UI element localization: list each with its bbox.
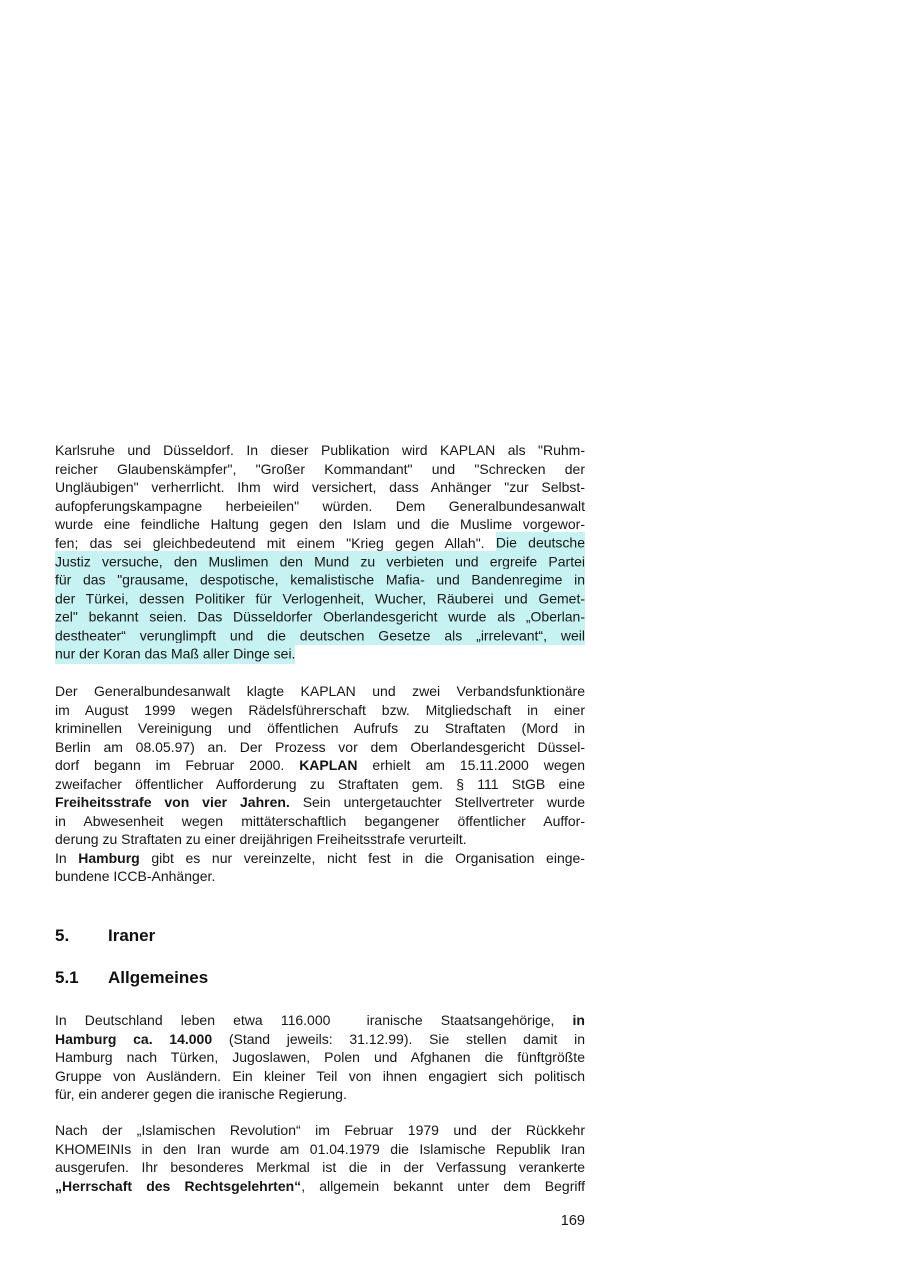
bold-text-run: „Herrschaft des Rechtsgelehrten“: [55, 1177, 302, 1194]
text-run: reicher Glaubenskämpfer", "Großer Kommandant" und "Schrecken der: [55, 460, 585, 477]
text-run: Berlin am 08.05.97) an. Der Prozess vor dem Oberlandesgericht Düssel-: [55, 738, 585, 755]
text-run: kriminellen Vereinigung und öffentlichen Aufrufs zu Straftaten (Mord in: [55, 720, 585, 736]
text-run: aufopferungskampagne herbeieilen" würden. Dem Generalbundesanwalt: [55, 497, 585, 514]
bold-text-run: Hamburg: [78, 849, 140, 866]
text-run: Ungläubigen" verherrlicht. Ihm wird versichert, dass Anhänger "zur Selbst-: [55, 479, 585, 495]
text-line: [55, 441, 585, 460]
text-run: zweifacher öffentlicher Aufforderung zu Straftaten gem. § 111 StGB eine: [55, 775, 585, 792]
text-line: [55, 867, 585, 886]
highlighted-text-run: Justiz versuche, den Muslimen den Mund zu verbieten und ergreife Partei: [55, 551, 585, 571]
text-line: [55, 1030, 585, 1049]
text-run: , allgemein bekannt unter dem Begriff: [301, 1177, 585, 1194]
text-line: [55, 534, 585, 553]
bold-text-run: Freiheitsstrafe von vier Jahren.: [55, 794, 290, 810]
text-line: [55, 793, 585, 812]
text-line: [55, 1177, 585, 1196]
section-title: Allgemeines: [108, 968, 209, 987]
text-line: [55, 701, 585, 720]
text-line: [55, 571, 585, 590]
text-line: [55, 830, 585, 849]
text-line: [55, 1067, 585, 1086]
text-run: In Deutschland leben etwa 116.000 iranische Staatsangehörige,: [55, 1012, 573, 1028]
text-line: [55, 719, 585, 738]
text-run: dorf begann im Februar 2000.: [55, 757, 300, 773]
text-line: [55, 849, 585, 868]
text-run: Nach der „Islamischen Revolution“ im Februar 1979 und der Rückkehr: [55, 1122, 585, 1138]
text-run: KHOMEINIs in den Iran wurde am 01.04.1979 die Islamische Republik Iran: [55, 1140, 585, 1157]
text-run: bundene ICCB-Anhänger.: [55, 868, 216, 884]
text-run: Hamburg nach Türken, Jugoslawen, Polen und Afghanen die fünftgrößte: [55, 1049, 585, 1065]
text-run: in Abwesenheit wegen mittäterschaftlich begangener öffentlicher Auffor-: [55, 812, 585, 829]
text-run: für, ein anderer gegen die iranische Regierung.: [55, 1086, 347, 1102]
section-heading-5-iraner: [55, 925, 585, 946]
section-number: 5.1: [55, 968, 79, 987]
text-line: [55, 682, 585, 701]
text-run: erhielt am 15.11.2000 wegen: [357, 757, 586, 773]
text-line: [55, 608, 585, 627]
paragraph-generalbundesanwalt: [55, 682, 585, 886]
highlighted-text-run: destheater“ verunglimpft und die deutschen Gesetze als „irrelevant“, weil: [55, 625, 585, 645]
text-line: [55, 552, 585, 571]
text-line: [55, 1121, 585, 1140]
highlighted-text-run: Die deutsche: [496, 532, 585, 552]
text-line: [55, 589, 585, 608]
text-run: Sein untergetauchter Stellvertreter wurde: [289, 794, 585, 810]
text-run: In: [55, 849, 79, 866]
text-line: [55, 1085, 585, 1104]
section-title: Iraner: [108, 926, 156, 945]
bold-text-run: Hamburg ca. 14.000: [55, 1030, 213, 1047]
text-run: fen; das sei gleichbedeutend mit einem "Krieg gegen Allah".: [55, 534, 496, 551]
paragraph-iraner-statistik: [55, 1011, 585, 1104]
text-run: gibt es nur vereinzelte, nicht fest in die Organisation einge-: [139, 849, 585, 866]
text-line: [55, 812, 585, 831]
section-number: 5.: [55, 926, 70, 945]
text-run: wurde eine feindliche Haltung gegen den Islam und die Muslime vorgewor-: [55, 516, 585, 532]
highlighted-text-run: nur der Koran das Maß aller Dinge sei.: [55, 643, 295, 663]
text-run: ausgerufen. Ihr besonderes Merkmal ist die in der Verfassung verankerte: [55, 1159, 585, 1175]
text-line: [55, 775, 585, 794]
highlighted-text-run: für das "grausame, despotische, kemalistische Mafia- und Bandenregime in: [55, 569, 585, 589]
text-line: [55, 1140, 585, 1159]
text-run: Gruppe von Ausländern. Ein kleiner Teil von ihnen engagiert sich politisch: [55, 1067, 585, 1084]
text-line: [55, 497, 585, 516]
paragraph-islamische-revolution: [55, 1121, 585, 1195]
text-line: [55, 756, 585, 775]
text-line: [55, 515, 585, 534]
text-run: Der Generalbundesanwalt klagte KAPLAN und zwei Verbandsfunktionäre: [55, 683, 585, 699]
text-line: [55, 645, 585, 664]
page-number: 169: [560, 1213, 585, 1229]
text-run: (Stand jeweils: 31.12.99). Sie stellen damit in: [212, 1030, 586, 1047]
text-run: Karlsruhe und Düsseldorf. In dieser Publikation wird KAPLAN als "Ruhm-: [55, 442, 585, 458]
text-line: [55, 1011, 585, 1030]
text-line: [55, 626, 585, 645]
text-run: derung zu Straftaten zu einer dreijährigen Freiheitsstrafe verurteilt.: [55, 831, 467, 847]
text-line: [55, 1048, 585, 1067]
text-run: im August 1999 wegen Rädelsführerschaft bzw. Mitgliedschaft in einer: [55, 701, 585, 718]
bold-text-run: KAPLAN: [299, 757, 358, 773]
text-line: [55, 1158, 585, 1177]
text-line: [55, 478, 585, 497]
highlighted-text-run: der Türkei, dessen Politiker für Verlogenheit, Wucher, Räuberei und Gemet-: [55, 588, 585, 608]
section-heading-5-1-allgemeines: [55, 967, 585, 988]
text-line: [55, 738, 585, 757]
highlighted-text-run: zel" bekannt seien. Das Düsseldorfer Oberlandesgericht wurde als „Oberlan-: [55, 606, 585, 626]
bold-text-run: in: [572, 1012, 585, 1028]
paragraph-kaplan-publication: [55, 441, 585, 663]
text-line: [55, 460, 585, 479]
